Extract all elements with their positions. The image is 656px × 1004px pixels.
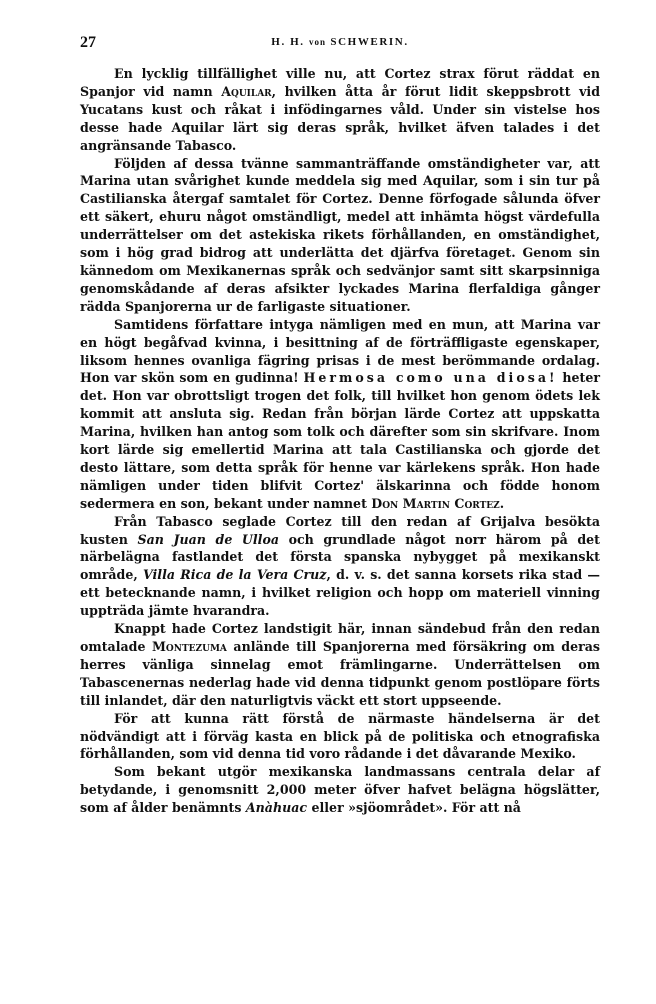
paragraph-text: En lycklig tillfällighet ville nu, att Cortez strax förut räddat en Spanjor vid namn	[80, 66, 600, 99]
name-aquilar: Aquilar	[221, 83, 272, 99]
author-initials: H. H.	[271, 36, 305, 48]
paragraph-text: Samtidens författare intyga nämligen med en mun, att Marina var en högt begåfvad kvinna, i besittning af de förträffligaste egenskaper, liksom hennes ovanliga fägring prisas i de mest berömmande ordalag. Hon var skön som en gudinna!	[80, 316, 600, 386]
place-villa-rica: Villa Rica de la Vera Cruz	[142, 567, 327, 583]
paragraph-text: Knappt hade Cortez landstigit här, innan sändebud från den redan omtalade	[80, 621, 600, 654]
paragraph-text: och grundlade något norr härom på det närbelägna fastlandet det första spanska nybygget på mexikanskt område,	[80, 531, 600, 583]
name-don-martin-cortez: Don Martin Cortez	[371, 495, 500, 511]
running-head	[80, 36, 600, 48]
name-montezuma: Montezuma	[151, 639, 227, 654]
paragraph-text: , d. v. s. det sanna korsets rika stad — ett betecknande namn, i hvilket religion och hopp om materiell vinning uppträda jämte hvarandra.	[80, 567, 601, 619]
author-surname: SCHWERIN.	[330, 36, 409, 48]
place-anahuac: Anàhuac	[245, 800, 308, 816]
paragraph-text: .	[499, 495, 505, 511]
paragraph-5	[80, 620, 600, 710]
spanish-quote: Hermosa como una diosa!	[303, 370, 558, 386]
paragraph-3	[80, 316, 600, 513]
body-text	[80, 65, 600, 817]
page-number: 27	[80, 34, 96, 51]
paragraph-4	[80, 513, 600, 620]
place-san-juan-de-ulloa: San Juan de Ulloa	[137, 531, 280, 547]
paragraph-text: Från Tabasco seglade Cortez till den redan af Grijalva besökta kusten	[80, 513, 600, 547]
paragraph-text: eller »sjöområdet». För att nå	[307, 800, 521, 816]
author-particle: von	[309, 37, 327, 47]
paragraph-2: Följden af dessa tvänne sammanträffande omständigheter var, att Marina utan svårighet kunde meddela sig med Aquilar, som i sin tur på Castilianska återgaf samtalet för Cortez. Denne förfogade sålunda öfver ett säkert, ehuru något omständligt, medel att inhämta högst värdefulla underrättelser om det astekiska rikets förhållanden, en omständighet, som i hög grad bidrog att underlätta det djärfva företaget. Genom sin kännedom om Mexikanernas språk och sedvänjor samt sitt skarpsinniga genomskådande af deras afsikter lyckades Marina flerfaldiga gånger rädda Spanjorerna ur de farligaste situationer.	[80, 155, 600, 314]
paragraph-text: Som bekant utgör mexikanska landmassans centrala delar af betydande, i genomsnitt 2,000 meter öfver hafvet belägna högslätter, som af ålder benämnts	[80, 764, 600, 816]
page-header	[80, 34, 600, 56]
paragraph-1	[80, 65, 600, 155]
paragraph-7	[80, 763, 600, 817]
paragraph-text: heter det. Hon var obrottsligt trogen det folk, till hvilket hon genom ödets lek kommit att ansluta sig. Redan från början lärde Cortez att uppskatta Marina, hvilken han antog som tolk och därefter som sin skrifvare. Inom kort lärde sig emellertid Marina att tala Castilianska och gjorde det desto lättare, som detta språk för henne var kärlekens språk. Hon hade nämligen under tiden blifvit Cortez' älskarinna och födde honom sedermera en son, bekant under namnet	[80, 370, 600, 511]
book-page	[80, 34, 600, 817]
paragraph-text: anlände till Spanjorerna med försäkring om deras herres vänliga sinnelag emot främlingarne. Underrättelsen om Tabascenernas nederlag hade vid denna tidpunkt genom postlöpare förts till inlandet, där den naturligtvis väckt ett stort uppseende.	[80, 639, 600, 708]
paragraph-6: För att kunna rätt förstå de närmaste händelserna är det nödvändigt att i förväg kasta en blick på de politiska och etnografiska förhållanden, som vid denna tid voro rådande i det dåvarande Mexiko.	[80, 710, 600, 762]
paragraph-text: , hvilken åtta år förut lidit skeppsbrott vid Yucatans kust och råkat i infödingarnes våld. Under sin vistelse hos desse hade Aquilar lärt sig deras språk, hvilket äfven talades i det angränsande Tabasco.	[80, 83, 600, 153]
